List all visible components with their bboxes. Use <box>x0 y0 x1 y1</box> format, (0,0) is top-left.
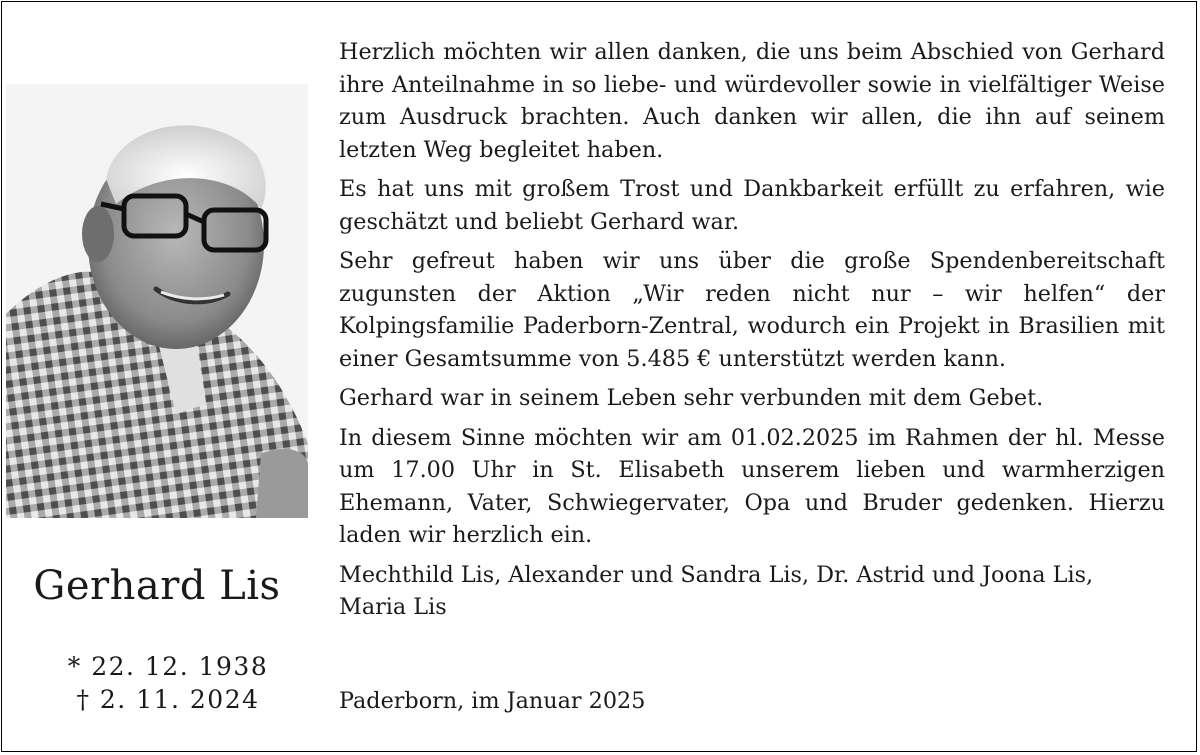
paragraph: In diesem Sinne möchten wir am 01.02.2025 im Rahmen der hl. Messe um 17.00 Uhr in St. Elisabeth unserem lieben und warmherzigen Ehemann, Vater, Schwiegervater, Opa und Bruder gedenken. Hierzu laden wir herzlich ein. <box>339 424 1165 548</box>
paragraph: Herzlich möchten wir allen danken, die uns beim Abschied von Gerhard ihre Anteilnahme in so liebe- und würdevoller sowie in vielfältiger Weise zum Ausdruck brachten. Auch danken wir allen, die ihn auf seinem letzten Weg begleitet haben. <box>339 39 1165 163</box>
portrait-photo <box>6 84 308 518</box>
family-signatures: Mechthild Lis, Alexander und Sandra Lis, Dr. Astrid und Joona Lis, Maria Lis <box>339 561 1094 620</box>
life-dates <box>6 650 330 716</box>
thank-you-text <box>339 36 1165 631</box>
deceased-name: Gerhard Lis <box>33 563 281 609</box>
death-date: † 2. 11. 2024 <box>76 685 260 714</box>
place-and-date: Paderborn, im Januar 2025 <box>339 688 646 714</box>
birth-date: * 22. 12. 1938 <box>67 652 269 681</box>
paragraph: Gerhard war in seinem Leben sehr verbunden mit dem Gebet. <box>339 385 1044 411</box>
paragraph: Es hat uns mit großem Trost und Dankbarkeit erfüllt zu erfahren, wie geschätzt und beliebt Gerhard war. <box>339 176 1165 235</box>
paragraph: Sehr gefreut haben wir uns über die große Spendenbereitschaft zugunsten der Aktion „Wir reden nicht nur – wir helfen“ der Kolpingsfamilie Paderborn-Zentral, wodurch ein Projekt in Brasilien mit einer Gesamtsumme von 5.485 € unterstützt werden kann. <box>339 248 1165 372</box>
